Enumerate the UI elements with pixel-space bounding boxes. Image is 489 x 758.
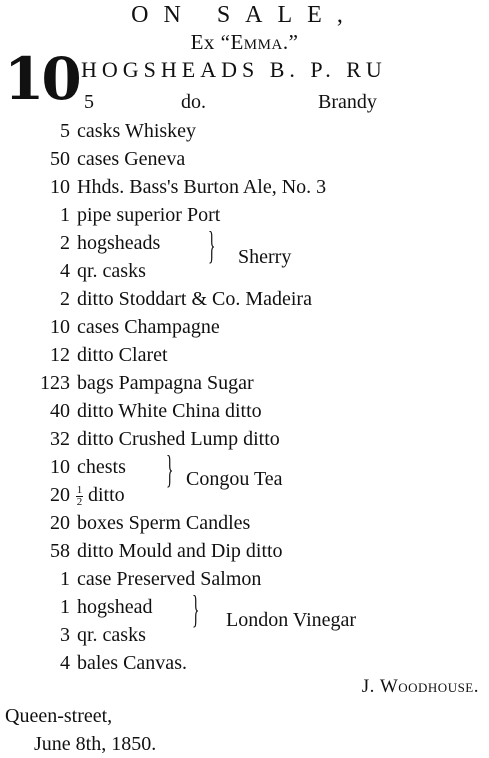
lead-second-quantity: 5 xyxy=(84,91,94,113)
lead-item: HOGSHEADS B. P. RU xyxy=(81,57,387,82)
list-item: 10 Hhds. Bass's Burton Ale, No. 3 xyxy=(50,176,327,198)
ship-name: Emma xyxy=(230,30,283,54)
list-item: 1 case Preserved Salmon xyxy=(60,568,262,590)
lead-second-unit: do. xyxy=(181,91,206,113)
list-item: 1 hogshead xyxy=(60,596,153,618)
list-item: 58 ditto Mould and Dip ditto xyxy=(50,540,283,562)
list-item: 1 pipe superior Port xyxy=(60,204,221,226)
half-fraction: $\frac{1}{2}$ xyxy=(76,484,83,508)
list-item: 20 $\frac{1}{2}$ ditto xyxy=(50,484,125,508)
list-item: 5 casks Whiskey xyxy=(60,120,197,142)
group-label-vinegar: London Vinegar xyxy=(226,609,357,631)
address-date: June 8th, 1850. xyxy=(34,733,157,755)
ship-suffix: .” xyxy=(282,30,299,54)
brace-icon: } xyxy=(166,449,174,492)
brace-icon: } xyxy=(192,589,200,632)
list-item: 10 cases Champagne xyxy=(50,316,220,338)
lead-second-item: Brandy xyxy=(318,91,377,113)
brace-icon: } xyxy=(208,225,216,268)
ship-prefix: Ex “ xyxy=(190,30,231,54)
list-item: 2 ditto Stoddart & Co. Madeira xyxy=(60,288,312,310)
headline: ON SALE, xyxy=(131,2,358,28)
lead-quantity: 10 xyxy=(4,45,79,113)
list-item: 3 qr. casks xyxy=(60,624,146,646)
address-street: Queen-street, xyxy=(5,705,113,727)
list-item: 40 ditto White China ditto xyxy=(50,400,262,422)
list-item: 32 ditto Crushed Lump ditto xyxy=(50,428,280,450)
group-label-sherry: Sherry xyxy=(238,246,292,268)
group-label-congou: Congou Tea xyxy=(186,468,283,490)
list-item: 123 bags Pampagna Sugar xyxy=(40,372,254,394)
signature: J. Woodhouse. xyxy=(361,676,479,697)
list-item: 2 hogsheads xyxy=(60,232,161,254)
list-item: 4 bales Canvas. xyxy=(60,652,187,674)
list-item: 50 cases Geneva xyxy=(50,148,186,170)
list-item: 10 chests xyxy=(50,456,126,478)
list-item: 12 ditto Claret xyxy=(50,344,168,366)
list-item: 4 qr. casks xyxy=(60,260,146,282)
list-item: 20 boxes Sperm Candles xyxy=(50,512,251,534)
